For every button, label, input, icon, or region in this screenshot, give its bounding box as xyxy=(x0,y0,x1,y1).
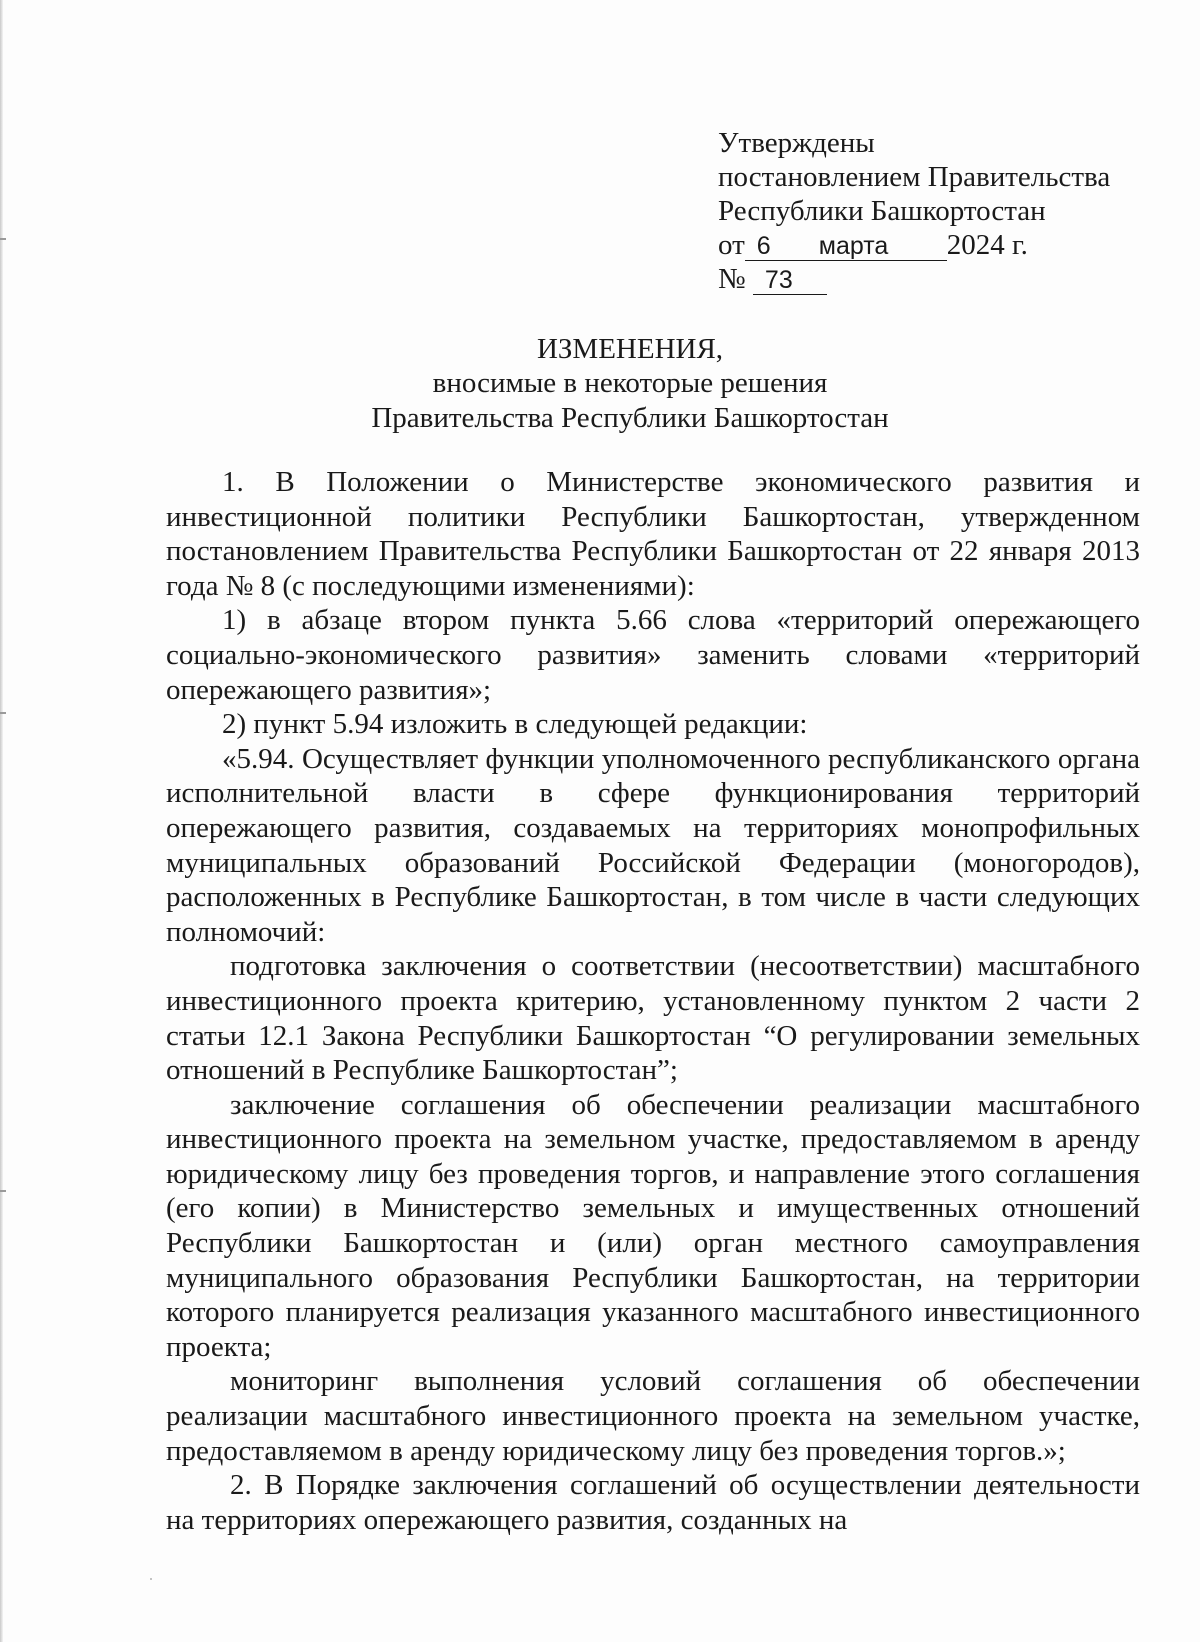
paragraph-2: 1) в абзаце втором пункта 5.66 слова «территорий опережающего социально-экономического развития» заменить словами «территорий опережающего развития»; xyxy=(166,604,1140,706)
paragraph-5: подготовка заключения о соответствии (несоответствии) масштабного инвестиционного проекта критерию, установленному пунктом 2 части 2 статьи 12.1 Закона Республики Башкортостан “О регулировании земельных отношений в Республике Башкортостан”; xyxy=(166,950,1140,1087)
approval-line-3: Республики Башкортостан xyxy=(718,195,1046,227)
paragraph-7: мониторинг выполнения условий соглашения об обеспечении реализации масштабного инвестиционного проекта на земельном участке, предоставляемом в аренду юридическому лицу без проведения торгов.»; xyxy=(166,1365,1140,1467)
scan-mark xyxy=(0,238,6,240)
date-prefix: от xyxy=(718,229,745,261)
scan-speck xyxy=(150,1578,152,1580)
paragraph-3: 2) пункт 5.94 изложить в следующей редакции: xyxy=(222,708,808,741)
approval-line-2: постановлением Правительства xyxy=(718,161,1111,193)
scan-mark xyxy=(0,712,6,714)
scan-mark xyxy=(0,1190,6,1192)
date-day: 6 xyxy=(745,232,797,261)
approval-date xyxy=(718,228,1138,262)
approval-number xyxy=(718,262,1138,296)
scan-left-edge xyxy=(0,0,3,1642)
document-body xyxy=(166,465,1140,1537)
paragraph-1: 1. В Положении о Министерстве экономического развития и инвестиционной политики Республики Башкортостан, утвержденном постановлением Правительства Республики Башкортостан от 22 января 2013 года № 8 (с последующими изменениями): xyxy=(166,466,1140,602)
document-subtitle-2: Правительства Республики Башкортостан xyxy=(371,402,889,434)
document-number: 73 xyxy=(753,266,827,295)
approval-line-1: Утверждены xyxy=(718,127,875,159)
approval-block xyxy=(718,126,1138,296)
paragraph-4: «5.94. Осуществляет функции уполномоченного республиканского органа исполнительной власти в сфере функционирования территорий опережающего развития, создаваемых на территориях монопрофильных муниципальных образований Российской Федерации (моногородов), расположенных в Республике Башкортостан, в том числе в части следующих полномочий: xyxy=(166,742,1140,948)
document-heading: ИЗМЕНЕНИЯ, xyxy=(536,333,724,365)
number-prefix: № xyxy=(718,263,746,295)
document-subtitle-1: вносимые в некоторые решения xyxy=(432,367,828,399)
paragraph-6: заключение соглашения об обеспечении реализации масштабного инвестиционного проекта на земельном участке, предоставляемом в аренду юридическому лицу без проведения торгов, и направление этого соглашения (его копии) в Министерство земельных и имущественных отношений Республики Башкортостан и (или) орган местного самоуправления муниципального образования Республики Башкортостан, на территории которого планируется реализация указанного масштабного инвестиционного проекта; xyxy=(166,1088,1140,1363)
date-month: марта xyxy=(797,232,947,261)
date-year: 2024 г. xyxy=(946,229,1028,261)
paragraph-8: 2. В Порядке заключения соглашений об осуществлении деятельности на территориях опережающего развития, созданных на xyxy=(166,1469,1140,1536)
